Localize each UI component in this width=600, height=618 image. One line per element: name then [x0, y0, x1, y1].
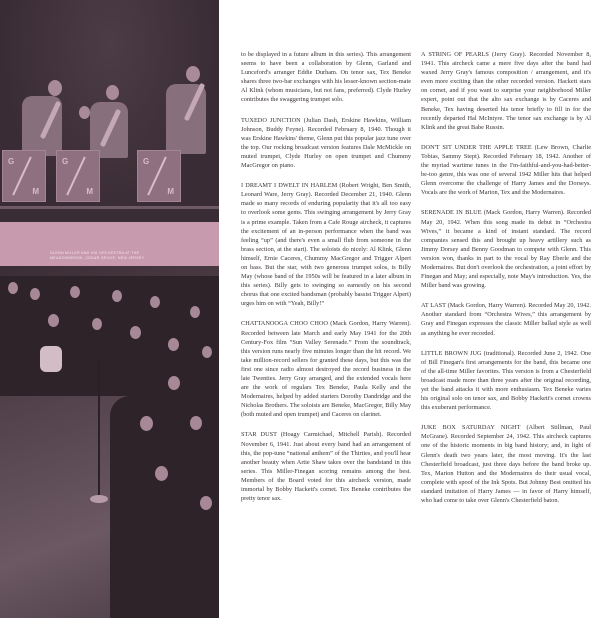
stand-letter-g: G: [62, 157, 69, 166]
musician-head: [186, 66, 200, 82]
entry-text: (Julian Dash, Erskine Hawkins, William Johnson, Buddy Feyne). Recorded February 8, 1940. Though it was Erskine Hawkins' theme, Glenn put this popular jazz tune over the top. Our rocking broadcast version features Dale McMickle on muted trumpet, Clyde Hurley on open trumpet and Chummy MacGregor on piano.: [241, 116, 411, 170]
entry-text: (traditional). Recorded June 2, 1942. One of Bill Finegan's first arrangements for the band, this became one of the all-time Miller favorites. This version is from a Chesterfield broadcast made more than three years after the original recording, yet the band attacks it with more enthusiasm. Tex Beneke varies his original solo on tenor sax, and Bobby Hackett's cornet crowns this exuberant performance.: [421, 349, 591, 412]
stage-rail: [0, 206, 219, 209]
face: [200, 496, 212, 510]
caption-line-2: MEADOWBROOK, CEDAR GROVE, NEW JERSEY: [50, 256, 145, 260]
musician-head: [79, 106, 90, 119]
photo-stage-area: [0, 0, 219, 222]
entry-harlem: [241, 181, 411, 308]
entry-text: (Hoagy Carmichael, Mitchell Parish). Recorded November 6, 1941. Just about every band had an arrangement of this, the pop-tune “national anthem” of the Thirties, and you'll hear another beauty when Artie Shaw takes over the bandstand in this series. This Miller-Finegan scoring remains among the best. Members of the Board voted for this aircheck version, made immortal by Bobby Hackett's cornet. Tex Beneke contributes the pretty tenor sax.: [241, 431, 411, 503]
face: [130, 326, 141, 339]
stand-letter-g: G: [8, 157, 15, 166]
entry-title: TUXEDO JUNCTION: [241, 116, 301, 124]
face: [70, 286, 80, 298]
stand-letter-g: G: [143, 157, 150, 166]
entry-juke-box: [421, 423, 591, 505]
photo-caption: [50, 251, 219, 261]
face: [150, 296, 160, 308]
entry-title: I DREAMT I DWELT IN HARLEM: [241, 182, 338, 190]
stand-letter-m: M: [167, 187, 174, 196]
entry-title: CHATTANOOGA CHOO CHOO: [241, 320, 328, 328]
entry-serenade-in-blue: [421, 208, 591, 290]
musician-head: [48, 80, 62, 96]
entry-title: LITTLE BROWN JUG: [421, 349, 482, 357]
trombone-logo-icon: [12, 157, 32, 196]
face: [190, 416, 202, 430]
stand-letter-m: M: [86, 187, 93, 196]
entry-text: (Mack Gordon, Harry Warren). Recorded between late March and early May 1941 for the 20th Century-Fox film “Sun Valley Serenade.” From the soundtrack, this version runs nearly five minutes longer than the hit record. We take million-record sellers for granted these days, but this was the first one since radio almost destroyed the record business in the late Twenties. Jerry Gray arranged, and the extended vocals here are the work of regulars Tex Beneke, Paula Kelly and the Modernaires, helped by added starters Dorothy Dandridge and the Nicholas Brothers. The soloists are Beneke, MacGregor, Billy May (both muted and open trumpet) and Caceres on clarinet.: [241, 320, 411, 419]
music-stand: [56, 150, 100, 202]
entry-text: (Albert Stillman, Paul McGrane). Recorded September 24, 1942. This aircheck captures one of the historic moments in big band history; and, in light of Glenn's death two years later, the most moving. It's the last Chesterfield broadcast, just three days before the band broke up. Tex, Marion Hutton and the Modernaires do their usual vocal, complete with spoof of the Ink Spots. But Johnny Best omitted his standard imitation of Harry James — in favor of Harry himself, who had come to take over Glenn's Chesterfield baton.: [421, 424, 591, 505]
entry-title: AT LAST: [421, 302, 446, 310]
entry-text: to be displayed in a future album in this series). This arrangement seems to have been a collaboration by Glenn, Garland and Lunceford's arranger Eddie Durham. On tenor sax, Tex Beneke shares three two-bar exchanges with his lesser-known section-mate Al Klink (whom musicians, but not fans, preferred). Clyde Hurley contributes the swaggering trumpet solo.: [241, 51, 411, 104]
face: [155, 466, 168, 481]
entry-title: SERENADE IN BLUE: [421, 209, 482, 217]
band-photo: [0, 0, 219, 618]
face: [112, 290, 122, 302]
face: [48, 314, 59, 327]
face: [30, 288, 40, 300]
entry-title: JUKE BOX SATURDAY NIGHT: [421, 424, 521, 432]
face: [168, 376, 180, 390]
entry-string-of-pearls: [421, 50, 591, 132]
face: [190, 306, 200, 318]
entry-text: (Lew Brown, Charlie Tobias, Sammy Stept). Recorded February 18, 1942. Another of the myriad wartime tunes in the I'm-faithful-and-you-had-better-be-too genre, this was one of several 1942 Miller hits that helped Glenn overcome the challenge of Harry James and the Dorseys. Vocals are the work of Marion, Tex and the Modernaires.: [421, 143, 591, 197]
entry-at-last: [421, 301, 591, 337]
entry-continued: [241, 50, 411, 105]
face: [8, 282, 18, 294]
music-stand: [2, 150, 46, 202]
entry-text: (Mack Gordon, Harry Warren). Recorded May 20, 1942. Another standard from “Orchestra Wives,” this arrangement by Gray and Finegan expresses the classic Miller ballad style as well as anything he ever recorded.: [421, 302, 591, 337]
entry-title: DON'T SIT UNDER THE APPLE TREE: [421, 143, 532, 151]
liner-notes-column-2: [421, 50, 591, 516]
trombone-logo-icon: [66, 157, 86, 196]
trombone-logo-icon: [147, 157, 167, 196]
entry-chattanooga: [241, 319, 411, 419]
entry-little-brown-jug: [421, 349, 591, 413]
entry-title: A STRING OF PEARLS: [421, 51, 489, 58]
face: [168, 338, 179, 351]
photo-crowd-area: [0, 266, 219, 618]
music-stand: [137, 150, 181, 202]
face: [140, 416, 153, 431]
entry-text: (Mack Gordon, Harry Warren). Recorded May 20, 1942. When this song made its debut in “Orchestra Wives,” it became a kind of instant standard. The record companies sensed this and brought up heavy artillery such as Jimmy Dorsey and Benny Goodman to compete with Glenn. This version won, thanks in part to the vocal by Ray Eberle and the Modernaires. But don't overlook the orchestration, a joint effort by Finegan and May; and especially, note May's introduction. Yes, the Miller band was growing.: [421, 209, 592, 290]
face: [202, 346, 212, 358]
microphone-stand: [98, 360, 100, 500]
entry-text: (Robert Wright, Ben Smith, Leonard Ware, Jerry Gray). Recorded December 21, 1940. Glenn made so many records of enduring popularity that it's all too easy to overlook some gems. This swinging arrangement by Jerry Gray is a prime example. Taken from a Cafe Rouge aircheck, it captures the excitement of an in-person performance when the band was feeling “up” (and there's even a small flub from someone in the brass section, at the start). The soloists do nicely: Al Klink, Glenn himself, Ernie Caceres, Chummy MacGregor and Trigger Alpert on bass. But the star, with two generous trumpet solos, is Billy May (whose band of the 1950s will be featured in a later album in this series). Billy gets to swinging so earnestly on his second chorus that one excited bandsman (probably bassist Trigger Alpert) urges him on with “Yeah, Billy!”: [241, 182, 412, 308]
entry-title: STAR DUST: [241, 431, 277, 439]
entry-star-dust: [241, 430, 411, 503]
microphone-base: [90, 495, 108, 503]
entry-text: (Jerry Gray). Recorded November 8, 1941. This aircheck came a mere five days after the band had waxed Jerry Gray's famous composition / arrangement, and it's even more exciting than the other recorded version. Hackett stars on cornet, and if you want to surprise your neighborhood Miller expert, point out that the alto sax exchange is by Caceres and Beneke, Tex having deserted his tenor briefly to fill in for the recently departed Hal McIntyre. The tenor sax exchange is by Al Klink and the great Babe Russin.: [421, 51, 592, 131]
stand-letter-m: M: [32, 187, 39, 196]
musician-head: [106, 85, 119, 100]
entry-apple-tree: [421, 143, 591, 198]
face: [92, 318, 102, 330]
entry-tuxedo-junction: [241, 116, 411, 171]
sweater: [40, 346, 62, 372]
liner-notes-column-1: [241, 50, 411, 514]
caption-line-1: GLENN MILLER AND HIS ORCHESTRA AT THE: [50, 251, 140, 255]
